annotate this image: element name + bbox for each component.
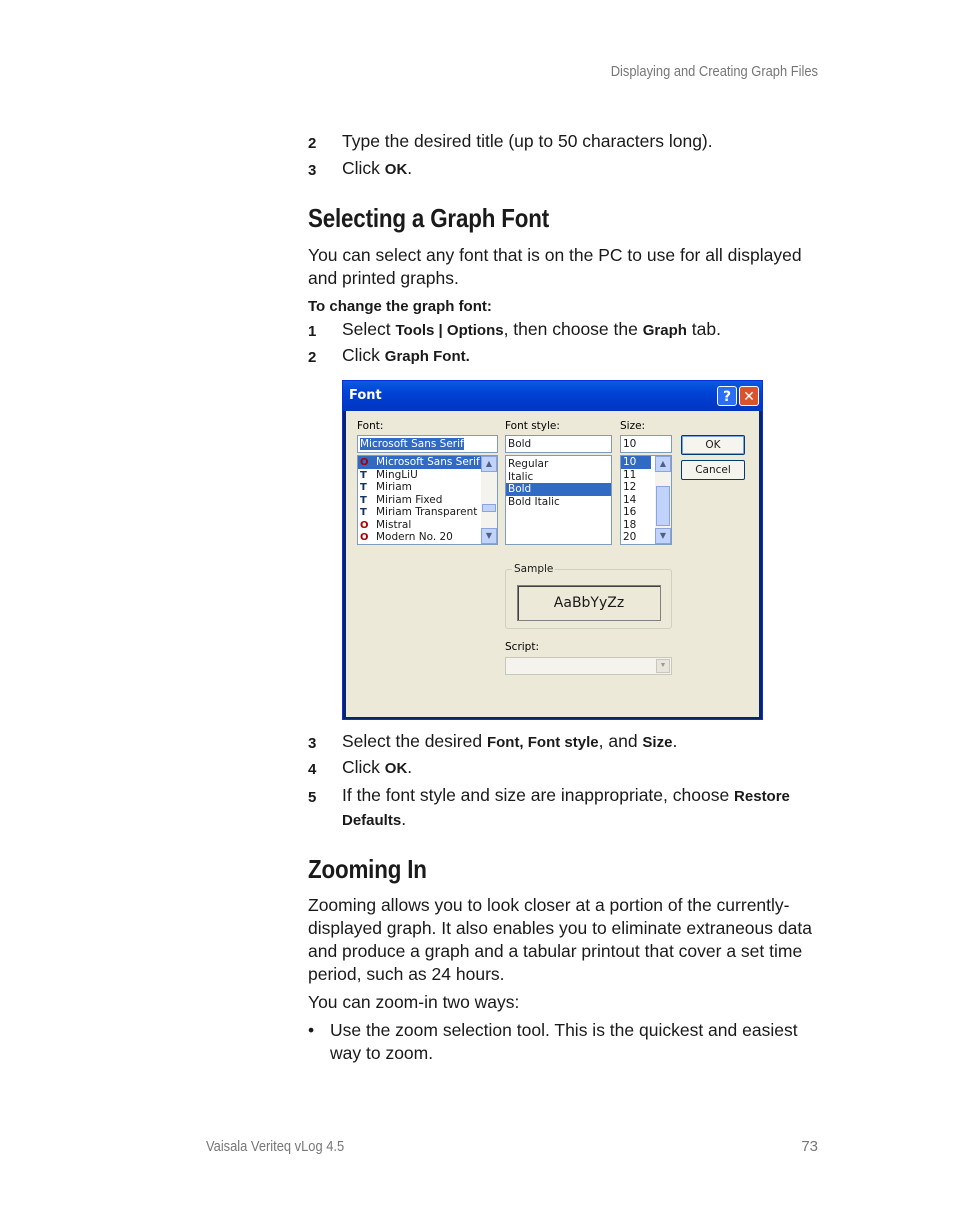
list-item-text: Use the zoom selection tool. This is the quickest and easiest way to zoom. xyxy=(330,1020,798,1063)
dialog-title-bar[interactable] xyxy=(343,381,762,411)
bullet-icon: • xyxy=(308,1020,315,1040)
sample-group xyxy=(505,563,672,629)
step-text: Select the desired Font, Font style, and Size. xyxy=(342,731,678,751)
ui-term: Restore Defaults xyxy=(342,788,790,829)
step-text: Click Graph Font. xyxy=(342,345,470,365)
ui-term: OK xyxy=(384,760,408,777)
font-name: Miriam xyxy=(376,481,412,493)
step-number: 2 xyxy=(308,349,317,366)
step-number: 3 xyxy=(308,162,317,179)
size-item[interactable]: 18 xyxy=(623,518,637,531)
font-name: Miriam Transparent xyxy=(376,506,478,518)
font-name: Mistral xyxy=(376,518,412,531)
font-list-item[interactable] xyxy=(358,494,497,507)
size-input[interactable]: 10 xyxy=(620,435,672,453)
opentype-icon: O xyxy=(360,457,369,468)
size-item[interactable]: 20 xyxy=(623,531,637,543)
font-list[interactable] xyxy=(357,455,498,545)
step-text: If the font style and size are inappropriate, choose Restore Defaults. xyxy=(342,785,790,829)
help-icon[interactable]: ? xyxy=(717,386,737,406)
dialog-body xyxy=(346,411,759,717)
step-text: Select Tools | Options, then choose the Graph tab. xyxy=(342,319,721,339)
cancel-button[interactable]: Cancel xyxy=(681,460,745,480)
script-label: Script: xyxy=(505,641,539,653)
scroll-down-icon[interactable]: ▼ xyxy=(481,528,497,544)
section-heading-zooming: Zooming In xyxy=(308,854,427,884)
opentype-icon: O xyxy=(360,532,369,543)
size-list[interactable] xyxy=(620,455,672,545)
step-text: Type the desired title (up to 50 characters long). xyxy=(342,131,713,151)
size-label: Size: xyxy=(620,420,646,432)
font-list-item[interactable] xyxy=(358,481,497,494)
ok-button[interactable]: OK xyxy=(681,435,745,455)
scroll-thumb[interactable] xyxy=(656,486,670,526)
truetype-icon: T xyxy=(360,469,367,481)
truetype-icon: T xyxy=(360,482,367,493)
truetype-icon: T xyxy=(360,507,367,518)
page-number: 73 xyxy=(801,1138,818,1155)
ui-term: Graph Font. xyxy=(384,348,470,365)
zoom-ways: You can zoom-in two ways: xyxy=(308,992,520,1012)
dialog-title: Font xyxy=(349,388,382,403)
size-list-scrollbar[interactable] xyxy=(655,456,671,544)
font-name: Modern No. 20 xyxy=(376,531,453,543)
font-style-label: Font style: xyxy=(505,420,560,432)
font-list-scrollbar[interactable] xyxy=(481,456,497,544)
font-list-item[interactable] xyxy=(358,456,497,469)
font-list-item[interactable] xyxy=(358,506,497,519)
font-style-item[interactable]: Regular xyxy=(508,458,549,470)
size-item[interactable]: 12 xyxy=(623,481,637,493)
step-text: Click OK. xyxy=(342,158,413,178)
section-intro: You can select any font that is on the PC to use for all displayed and printed graphs. xyxy=(308,245,802,288)
font-name: Microsoft Sans Serif xyxy=(376,456,480,468)
ui-term: Tools | Options xyxy=(395,322,504,339)
font-style-item[interactable]: Italic xyxy=(508,470,534,483)
font-dialog xyxy=(342,380,763,720)
footer-product: Vaisala Veriteq vLog 4.5 xyxy=(206,1138,345,1155)
scroll-up-icon[interactable]: ▲ xyxy=(655,456,671,472)
sample-preview: AaBbYyZz xyxy=(517,585,661,621)
sample-label: Sample xyxy=(514,563,554,575)
font-name: MingLiU xyxy=(376,468,418,481)
ui-term: Size xyxy=(642,734,673,751)
scroll-thumb[interactable] xyxy=(482,504,496,512)
ui-term: OK xyxy=(384,161,408,178)
procedure-title: To change the graph font: xyxy=(308,298,492,315)
scroll-up-icon[interactable]: ▲ xyxy=(481,456,497,472)
zoom-intro: Zooming allows you to look closer at a portion of the currently-displayed graph. It also enables you to eliminate extraneous data and produce a graph and a tabular printout that cover a set time period, such as 24 hours. xyxy=(308,895,812,984)
section-heading-graph-font: Selecting a Graph Font xyxy=(308,203,549,233)
step-number: 3 xyxy=(308,735,317,752)
font-name-input[interactable]: Microsoft Sans Serif xyxy=(357,435,498,453)
font-list-item[interactable] xyxy=(358,531,497,544)
size-item[interactable]: 10 xyxy=(621,456,651,469)
font-style-list[interactable] xyxy=(505,455,612,545)
font-list-item[interactable] xyxy=(358,519,497,532)
scroll-down-icon[interactable]: ▼ xyxy=(655,528,671,544)
size-item[interactable]: 16 xyxy=(623,506,637,518)
font-style-item[interactable]: Bold Italic xyxy=(508,495,560,508)
chevron-down-icon[interactable]: ▼ xyxy=(656,659,670,673)
step-number: 5 xyxy=(308,789,317,806)
close-icon[interactable]: ✕ xyxy=(739,386,759,406)
ui-term: Graph xyxy=(642,322,687,339)
font-style-item[interactable]: Bold xyxy=(506,483,611,496)
step-number: 1 xyxy=(308,323,317,340)
step-number: 4 xyxy=(308,761,317,778)
step-number: 2 xyxy=(308,135,317,152)
size-item[interactable]: 14 xyxy=(623,493,637,506)
step-text: Click OK. xyxy=(342,757,413,777)
size-item[interactable]: 11 xyxy=(623,468,637,481)
truetype-icon: T xyxy=(360,494,367,506)
font-style-input[interactable]: Bold xyxy=(505,435,612,453)
font-label: Font: xyxy=(357,420,384,432)
font-list-item[interactable] xyxy=(358,469,497,482)
ui-term: Font, Font style xyxy=(486,734,599,751)
script-select[interactable] xyxy=(505,657,672,675)
running-header: Displaying and Creating Graph Files xyxy=(610,63,818,80)
font-name: Miriam Fixed xyxy=(376,493,443,506)
opentype-icon: O xyxy=(360,519,369,531)
